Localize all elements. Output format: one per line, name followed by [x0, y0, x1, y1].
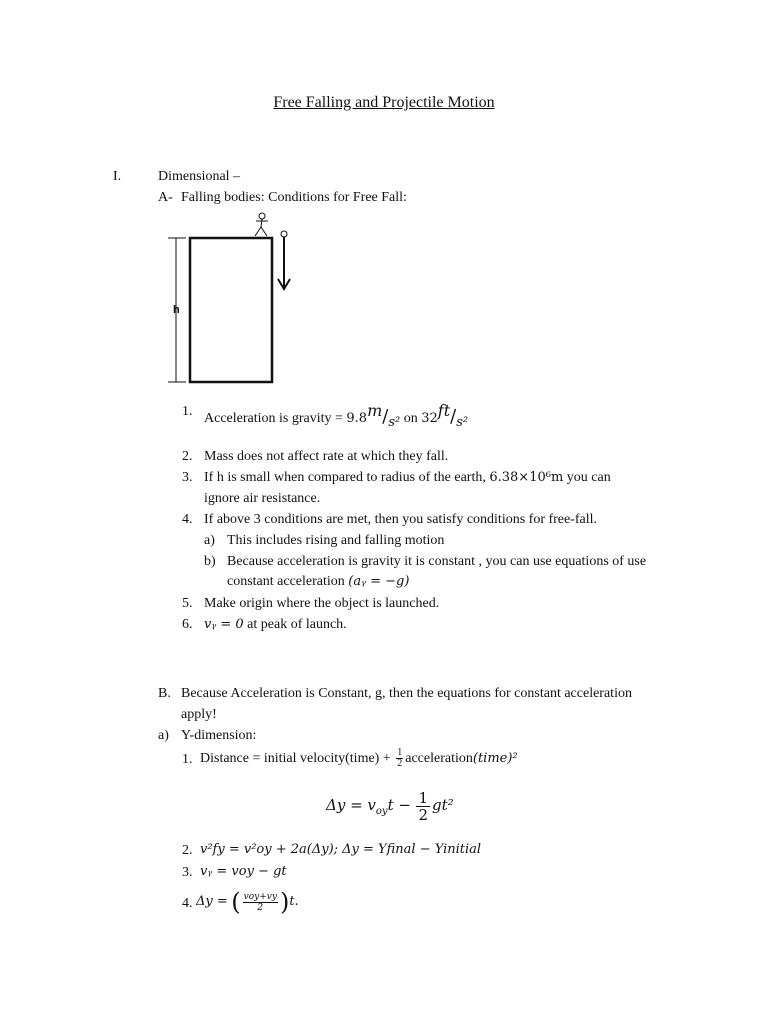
y-dimension-heading: Y-dimension: — [181, 728, 257, 743]
eq4-rhs: t. — [289, 894, 299, 910]
peak-velocity-equation: vᵧ = 0 — [204, 617, 244, 632]
fraction-numerator: 1 — [397, 747, 403, 759]
display-eq-mid: t − — [387, 796, 411, 814]
list-item-peak — [204, 616, 347, 634]
list-item-number: 1. — [182, 404, 193, 419]
gravity-connector: on — [403, 411, 418, 426]
display-eq-lhs: Δy = v — [326, 796, 376, 814]
sublist-item-constant: Because acceleration is gravity it is constant , you can use equations of use — [227, 554, 647, 569]
equation-number: 1. — [182, 752, 193, 767]
equation-number: 4. — [182, 896, 193, 911]
list-item-conditions: If above 3 conditions are met, then you satisfy conditions for free-fall. — [204, 512, 598, 527]
list-item-number: 6. — [182, 617, 193, 632]
list-item-gravity: Acceleration is gravity = 9.8m/s² on 32ft/s² — [204, 401, 469, 430]
display-equation — [326, 785, 454, 832]
list-item-origin: Make origin where the object is launched. — [204, 596, 440, 611]
eq4-lhs: Δy = — [196, 894, 228, 910]
gravity-value-metric: 9.8 — [346, 411, 368, 426]
sublist-marker: b) — [204, 554, 216, 569]
equation-velocity: vᵧ = voy − gt — [200, 864, 287, 879]
list-item-number: 5. — [182, 596, 193, 611]
equation-number: 2. — [182, 843, 193, 858]
eq4-fraction-denominator: 2 — [257, 902, 264, 913]
display-eq-rhs: gt² — [431, 796, 454, 814]
air-resistance-text: If h is small when compared to radius of the earth, — [204, 470, 486, 485]
unit-numerator-ft: ft — [437, 401, 451, 420]
list-item-number: 3. — [182, 470, 193, 485]
display-fraction-denominator: 2 — [418, 806, 428, 825]
time-squared: (time)² — [472, 751, 518, 766]
unit-numerator-m: m — [367, 401, 383, 420]
subsection-heading: Falling bodies: Conditions for Free Fall: — [181, 190, 407, 205]
height-label: h — [173, 304, 180, 316]
unit-denominator-s2: s² — [456, 415, 469, 430]
acceleration-equation: (aᵧ = −g) — [348, 574, 410, 589]
section-b-text-line2: apply! — [181, 707, 217, 722]
air-resistance-text-cont: you can — [566, 470, 611, 485]
subsection-marker: A- — [158, 190, 173, 205]
sublist-item-constant-line2 — [227, 573, 409, 591]
subsection-marker: B. — [158, 686, 171, 701]
eq4-fraction-numerator: voy+vy — [243, 891, 277, 902]
equation-distance-words — [200, 746, 518, 772]
list-item-mass: Mass does not affect rate at which they fall. — [204, 449, 449, 464]
sublist-marker: a) — [158, 728, 169, 743]
constant-acceleration-text: constant acceleration — [227, 574, 345, 589]
section-heading: Dimensional – — [158, 169, 241, 184]
equation-average-velocity: Δy = ( $\frac{\text{voy+vy}}{2}$ )t. — [196, 888, 299, 916]
sublist-item-rising: This includes rising and falling motion — [227, 533, 445, 548]
list-item-number: 4. — [182, 512, 193, 527]
unit-denominator-s2: s² — [388, 415, 401, 430]
peak-text: at peak of launch. — [247, 617, 347, 632]
page-title: Free Falling and Projectile Motion — [273, 94, 495, 111]
gravity-value-imperial: 32 — [421, 411, 438, 426]
gravity-text: Acceleration is gravity = — [204, 411, 343, 426]
earth-radius-value: 6.38×10⁶m — [489, 470, 564, 485]
display-fraction-numerator: 1 — [418, 789, 428, 808]
equation-number: 3. — [182, 865, 193, 880]
equation-velocity-squared: v²fy = v²oy + 2a(Δy); Δy = Yfinal − Yinitial — [200, 842, 482, 857]
building-shape — [190, 238, 272, 382]
display-eq-subscript: oy — [375, 805, 388, 817]
section-numeral: I. — [113, 169, 122, 184]
list-item-air-resistance-line2: ignore air resistance. — [204, 491, 321, 506]
person-icon — [255, 213, 268, 236]
fraction-denominator: 2 — [397, 758, 403, 770]
distance-text: Distance = initial velocity(time) + — [200, 751, 391, 766]
list-item-air-resistance — [204, 469, 611, 487]
list-item-number: 2. — [182, 449, 193, 464]
section-b-text: Because Acceleration is Constant, g, then the equations for constant acceleration — [181, 686, 632, 701]
ball-icon — [281, 231, 287, 237]
acceleration-text: acceleration — [405, 751, 473, 766]
sublist-marker: a) — [204, 533, 215, 548]
